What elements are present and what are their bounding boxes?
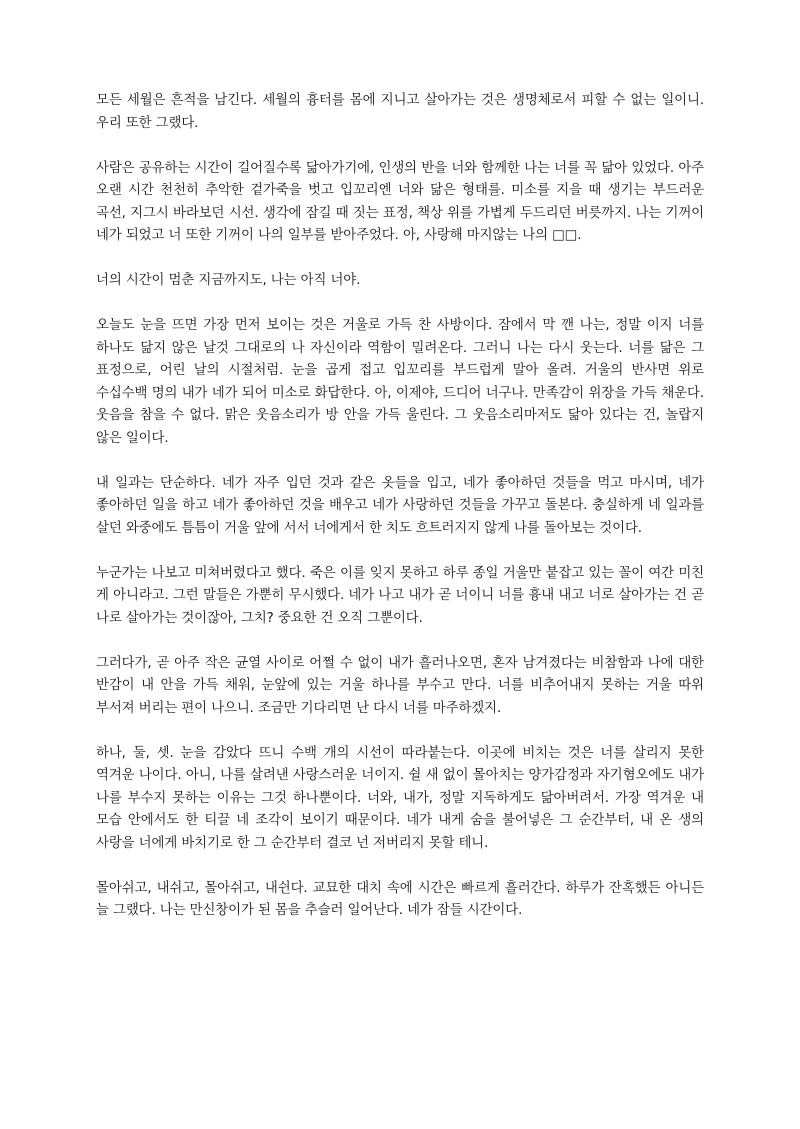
paragraph: 내 일과는 단순하다. 네가 자주 입던 것과 같은 옷들을 입고, 네가 좋아하던 것들을 먹고 마시며, 네가 좋아하던 일을 하고 네가 좋아하던 것을 배우고 네가 사랑하던 것들을 가꾸고 돌본다. 충실하게 네 일과를 살던 와중에도 틈틈이 거울 앞에 서서 너에게서 한 치도 흐트러지지 않게 나를 돌아보는 것이다. [96, 475, 704, 536]
paragraph: 오늘도 눈을 뜨면 가장 먼저 보이는 것은 거울로 가득 찬 사방이다. 잠에서 막 깬 나는, 정말 이지 너를 하나도 닮지 않은 날것 그대로의 나 자신이라 역함이 밀려온다. 그러니 나는 다시 웃는다. 너를 닮은 그 표정으로, 어린 날의 시절처럼. 눈을 곱게 접고 입꼬리를 부드럽게 말아 올려. 거울의 반사면 위로 수십수백 명의 내가 네가 되어 미소로 화답한다. 아, 이제야, 드디어 너구나. 만족감이 위장을 가득 채운다. 웃음을 참을 수 없다. 맑은 웃음소리가 방 안을 가득 울린다. 그 웃음소리마저도 닮아 있다는 건, 놀랍지 않은 일이다. [96, 318, 704, 446]
paragraph: 사람은 공유하는 시간이 길어질수록 닮아가기에, 인생의 반을 너와 함께한 나는 너를 꼭 닮아 있었다. 아주 오랜 시간 천천히 추악한 겉가죽을 벗고 입꼬리엔 너와 닮은 형태를. 미소를 지을 때 생기는 부드러운 곡선, 지그시 바라보던 시선. 생각에 잠길 때 짓는 표정, 책상 위를 가볍게 두드리던 버릇까지. 나는 기꺼이 네가 되었고 너 또한 기꺼이 나의 일부를 받아주었다. 아, 사랑해 마지않는 나의 □□. [96, 160, 704, 243]
paragraph: 모든 세월은 흔적을 남긴다. 세월의 흉터를 몸에 지니고 살아가는 것은 생명체로서 피할 수 없는 일이니. 우리 또한 그랬다. [96, 93, 705, 131]
paragraph: 하나, 둘, 셋. 눈을 감았다 뜨니 수백 개의 시선이 따라붙는다. 이곳에 비치는 것은 너를 살리지 못한 역겨운 나이다. 아니, 나를 살려낸 사랑스러운 너이지. 쉴 새 없이 몰아치는 양가감정과 자기혐오에도 내가 나를 부수지 못하는 이유는 그것 하나뿐이다. 너와, 내가, 정말 지독하게도 닮아버려서. 가장 역겨운 내 모습 안에서도 한 티끌 네 조각이 보이기 때문이다. 네가 내게 숨을 불어넣은 그 순간부터, 내 온 생의 사랑을 너에게 바치기로 한 그 순간부터 결코 넌 저버리지 못할 테니. [96, 745, 704, 851]
document-body [96, 90, 704, 923]
paragraph: 너의 시간이 멈춘 지금까지도, 나는 아직 너야. [96, 273, 361, 288]
paragraph: 몰아쉬고, 내쉬고, 몰아쉬고, 내쉰다. 교묘한 대치 속에 시간은 빠르게 흘러간다. 하루가 잔혹했든 아니든 늘 그랬다. 나는 만신창이가 된 몸을 추슬러 일어난다. 네가 잠들 시간이다. [96, 880, 704, 918]
paragraph: 누군가는 나보고 미쳐버렸다고 했다. 죽은 이를 잊지 못하고 하루 종일 거울만 붙잡고 있는 꼴이 여간 미친 게 아니라고. 그런 말들은 가뿐히 무시했다. 네가 나고 내가 곧 너이니 너를 흉내 내고 너로 살아가는 건 곧 나로 살아가는 것이잖아, 그치? 중요한 건 오직 그뿐이다. [96, 565, 704, 626]
paragraph: 그러다가, 곧 아주 작은 균열 사이로 어쩔 수 없이 내가 흘러나오면, 혼자 남겨졌다는 비참함과 나에 대한 반감이 내 안을 가득 채워, 눈앞에 있는 거울 하나를 부수고 만다. 너를 비추어내지 못하는 거울 따위 부서져 버리는 편이 나으니. 조금만 기다리면 난 다시 너를 마주하겠지. [96, 655, 704, 716]
